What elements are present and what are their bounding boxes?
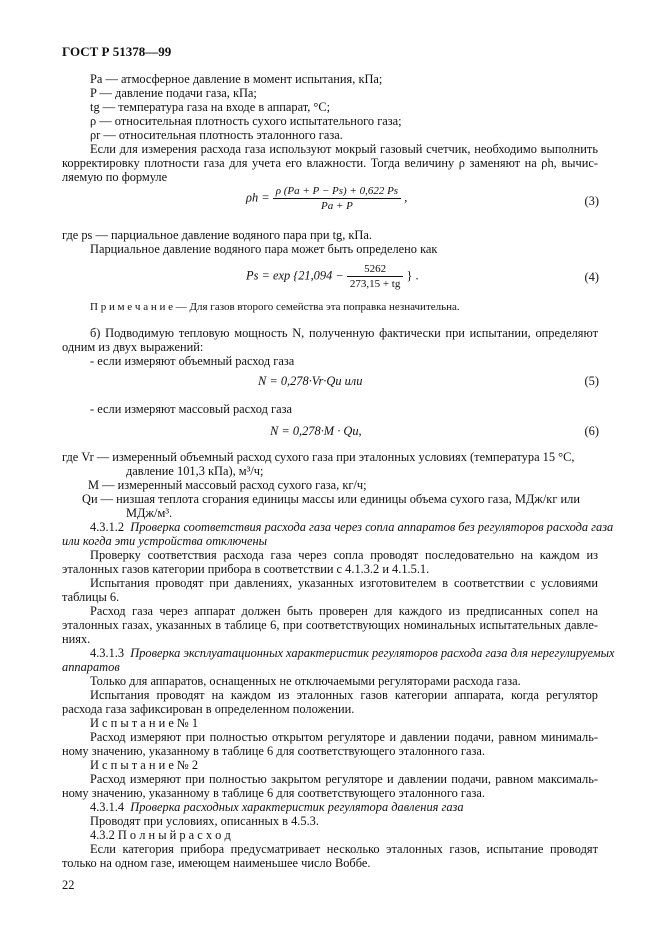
item-b-cont: одним из двух выражений:	[62, 340, 204, 354]
section-4313-title	[90, 646, 615, 661]
paragraph-line: Если для измерения расхода газа используют мокрый газовый счетчик, необходимо выполнить	[90, 142, 598, 156]
document-header: ГОСТ Р 51378—99	[62, 44, 172, 59]
paragraph-line: ному значению, указанному в таблице 6 для соответствующего эталонного газа.	[62, 786, 485, 800]
section-number: 4.3.1.3	[90, 646, 125, 660]
note-label: П р и м е ч а н и е	[90, 301, 173, 313]
formula-5-number: (5)	[584, 374, 599, 388]
formula-4-denominator: 273,15 + tg	[349, 278, 401, 290]
def-rho-r: ρr — относительная плотность эталонного газа.	[90, 128, 343, 142]
where-ps: где ps — парциальное давление водяного пара при tg, кПа.	[62, 228, 372, 242]
def-q: Qи — низшая теплота сгорания единицы массы или единицы объема сухого газа, МДж/кг или	[82, 492, 580, 506]
formula-4-tail: } .	[406, 268, 419, 283]
bullet-volume: - если измеряют объемный расход газа	[90, 354, 295, 368]
formula-4-number: (4)	[584, 270, 599, 284]
note-text: — Для газов второго семейства эта поправка незначительна.	[173, 301, 460, 313]
paragraph-line: ляемую по формуле	[62, 170, 168, 184]
formula-5: N = 0,278·Vr·Qи или	[258, 374, 363, 388]
formula-3	[246, 184, 407, 213]
test-2-heading: И с п ы т а н и е № 2	[90, 758, 199, 772]
section-title: Проверка соответствия расхода газа через сопла аппаратов без регуляторов расхода газа	[130, 520, 614, 534]
def-rho: ρ — относительная плотность сухого испытательного газа;	[90, 114, 402, 128]
formula-3-fraction	[273, 184, 401, 213]
paragraph-line: Испытания проводят при давлениях, указанных изготовителем в соответствии с условиями	[90, 576, 598, 590]
section-title: Проверка расходных характеристик регулятора давления газа	[130, 800, 464, 814]
paragraph-line: Расход измеряют при полностью открытом регуляторе и давлении подачи, равном минималь-	[90, 730, 598, 744]
paragraph-line: Расход измеряют при полностью закрытом регуляторе и давлении подачи, равном максималь-	[90, 772, 598, 786]
paragraph-line: только на одном газе, имеющем наименьшее число Воббе.	[62, 856, 371, 870]
paragraph-line: ному значению, указанному в таблице 6 для соответствующего эталонного газа.	[62, 744, 485, 758]
section-4314-title	[90, 800, 598, 815]
def-m: M — измеренный массовый расход сухого газа, кг/ч;	[88, 478, 367, 492]
formula-3-number: (3)	[584, 194, 599, 208]
formula-4-lhs: Ps = exp {21,094 −	[246, 268, 344, 283]
formula-6-number: (6)	[584, 424, 599, 438]
test-1-heading: И с п ы т а н и е № 1	[90, 716, 199, 730]
paragraph-line: Только для аппаратов, оснащенных не отключаемыми регуляторами расхода газа.	[90, 674, 521, 688]
paragraph-line: корректировку плотности газа для учета его влажности. Тогда величину ρ заменяют на ρh, вычис-	[62, 156, 598, 170]
page-number: 22	[62, 878, 75, 892]
paragraph-line: Проводят при условиях, описанных в 4.5.3.	[90, 814, 319, 828]
section-4312-title-cont: или когда эти устройства отключены	[62, 534, 268, 548]
paragraph-line: ниях.	[62, 632, 91, 646]
def-vr-cont: давление 101,3 кПа), м³/ч;	[126, 464, 264, 478]
section-4313-title-cont: аппаратов	[62, 660, 120, 674]
section-number: 4.3.1.2	[90, 520, 125, 534]
def-q-cont: МДж/м³.	[126, 506, 173, 520]
def-p: P — давление подачи газа, кПа;	[90, 86, 257, 100]
paragraph-line: таблицы 6.	[62, 590, 120, 604]
formula-3-denominator: Pa + P	[320, 200, 353, 212]
section-title: Проверка эксплуатационных характеристик регуляторов расхода газа для нерегулируемых	[130, 646, 615, 660]
paragraph-line: Расход газа через аппарат должен быть проверен для каждого из предписанных сопел на	[90, 604, 598, 618]
paragraph-line: Если категория прибора предусматривает несколько эталонных газов, испытание проводят	[90, 842, 598, 856]
formula-3-lhs: ρh =	[246, 190, 270, 205]
formula-3-numerator: ρ (Pa + P − Ps) + 0,622 Ps	[273, 184, 401, 199]
def-tg: tg — температура газа на входе в аппарат, °С;	[90, 100, 331, 114]
section-4312-title	[90, 520, 614, 535]
paragraph-line: эталонных газах, указанных в таблице 6, при соответствующих номинальных испытательных давле-	[62, 618, 598, 632]
paragraph-line: расхода газа зафиксирован в определенном положении.	[62, 702, 355, 716]
bullet-mass: - если измеряют массовый расход газа	[90, 402, 292, 416]
item-b: б) Подводимую тепловую мощность N, полученную фактически при испытании, определяют	[90, 326, 598, 340]
def-pa: Pa — атмосферное давление в момент испытания, кПа;	[90, 72, 383, 86]
formula-6: N = 0,278·M · Qи,	[270, 424, 362, 438]
section-432-heading: 4.3.2 П о л н ы й р а с х о д	[90, 828, 231, 842]
note	[90, 300, 598, 315]
formula-3-tail: ,	[404, 190, 408, 205]
formula-4	[246, 262, 419, 291]
formula-4-numerator: 5262	[347, 262, 404, 277]
formula-4-fraction	[347, 262, 404, 291]
paragraph-line: Испытания проводят на каждом из эталонных газов категории аппарата, когда регулятор	[90, 688, 598, 702]
ps-intro: Парциальное давление водяного пара может быть определено как	[90, 242, 438, 256]
section-number: 4.3.1.4	[90, 800, 125, 814]
paragraph-line: эталонных газов категории прибора в соответствии с 4.1.3.2 и 4.1.5.1.	[62, 562, 430, 576]
paragraph-line: Проверку соответствия расхода газа через сопла проводят последовательно на каждом из	[90, 548, 598, 562]
def-vr: где Vr — измеренный объемный расход сухого газа при эталонных условиях (температура 15 °С,	[62, 450, 575, 464]
